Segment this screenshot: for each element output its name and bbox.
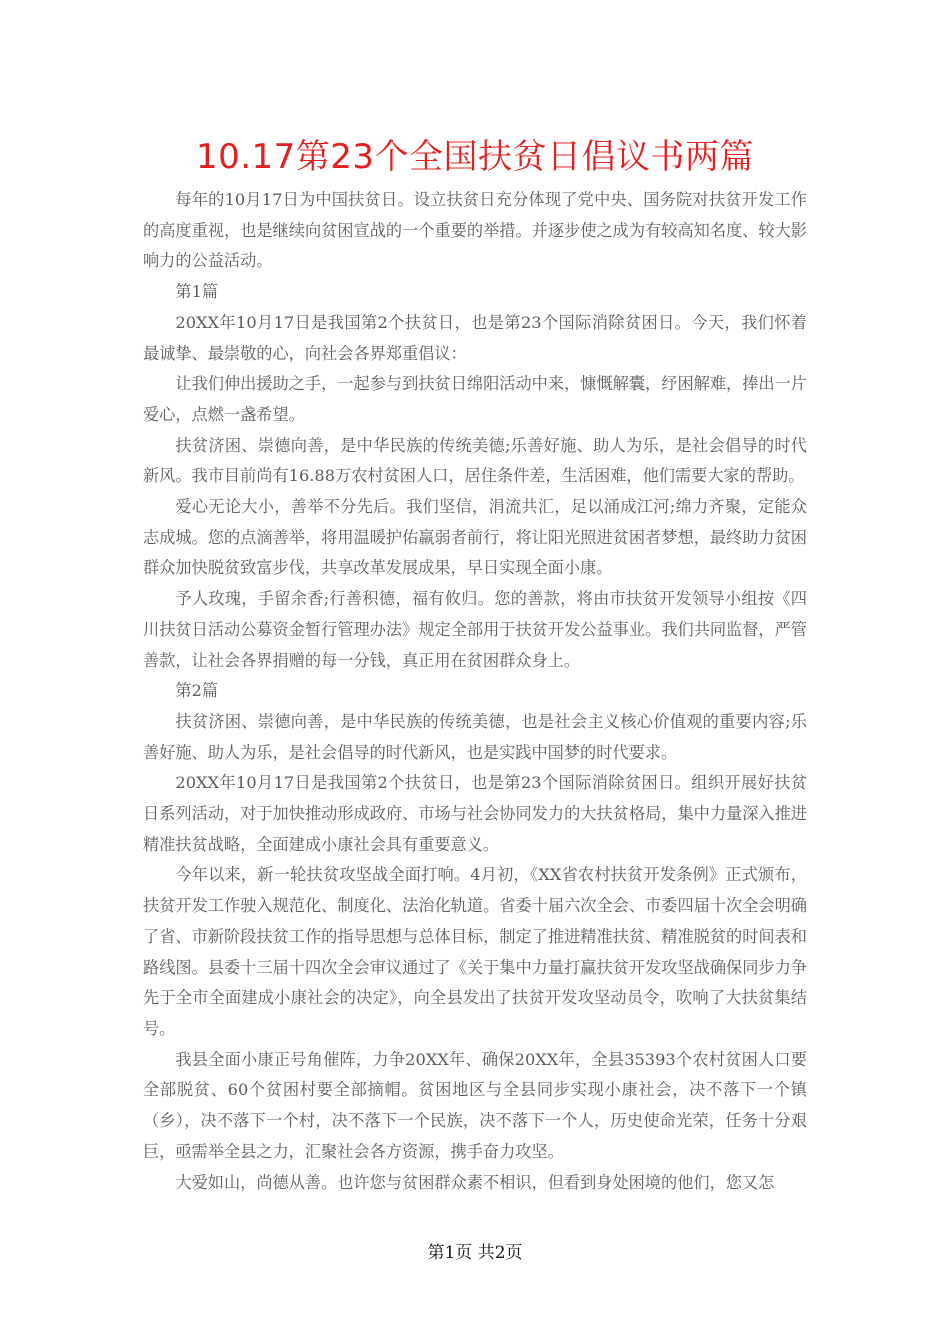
body-paragraph: 予人玫瑰，手留余香;行善积德，福有攸归。您的善款，将由市扶贫开发领导小组按《四川扶贫日活动公募资金暂行管理办法》规定全部用于扶贫开发公益事业。我们共同监督，严管善款，让社会各界捐赠的每一分钱，真正用在贫困群众身上。 [143, 589, 807, 670]
section-heading-part-2: 第2篇 [175, 681, 219, 701]
body-paragraph: 20XX年10月17日是我国第2个扶贫日，也是第23个国际消除贫困日。组织开展好扶贫日系列活动，对于加快推动形成政府、市场与社会协同发力的大扶贫格局，集中力量深入推进精准扶贫战略，全面建成小康社会具有重要意义。 [143, 773, 807, 854]
body-paragraph: 爱心无论大小，善举不分先后。我们坚信，涓流共汇，足以涌成江河;绵力齐聚，定能众志成城。您的点滴善举，将用温暖护佑羸弱者前行，将让阳光照进贫困者梦想，最终助力贫困群众加快脱贫致富步伐，共享改革发展成果，早日实现全面小康。 [143, 497, 807, 578]
section-heading-part-1: 第1篇 [175, 282, 219, 302]
page-number-footer: 第1页 共2页 [427, 1243, 523, 1263]
document-body [143, 185, 807, 1198]
body-paragraph: 我县全面小康正号角催阵，力争20XX年、确保20XX年，全县35393个农村贫困人口要全部脱贫、60个贫困村要全部摘帽。贫困地区与全县同步实现小康社会，决不落下一个镇（乡），决不落下一个村，决不落下一个民族，决不落下一个人，历史使命光荣，任务十分艰巨，亟需举全县之力，汇聚社会各方资源，携手奋力攻坚。 [143, 1049, 807, 1161]
body-paragraph: 20XX年10月17日是我国第2个扶贫日，也是第23个国际消除贫困日。今天，我们怀着最诚挚、最崇敬的心，向社会各界郑重倡议： [143, 312, 807, 363]
body-paragraph: 扶贫济困、崇德向善，是中华民族的传统美德，也是社会主义核心价值观的重要内容;乐善好施、助人为乐，是社会倡导的时代新风，也是实践中国梦的时代要求。 [143, 711, 807, 762]
body-paragraph-continued: 大爱如山，尚德从善。也许您与贫困群众素不相识，但看到身处困境的他们，您又怎 [175, 1172, 775, 1192]
body-paragraph: 今年以来，新一轮扶贫攻坚战全面打响。4月初，《XX省农村扶贫开发条例》正式颁布，扶贫开发工作驶入规范化、制度化、法治化轨道。省委十届六次全会、市委四届十次全会明确了省、市新阶段扶贫工作的指导思想与总体目标，制定了推进精准扶贫、精准脱贫的时间表和路线图。县委十三届十四次全会审议通过了《关于集中力量打赢扶贫开发攻坚战确保同步力争先于全市全面建成小康社会的决定》，向全县发出了扶贫开发攻坚动员令，吹响了大扶贫集结号。 [143, 865, 807, 1038]
intro-paragraph: 每年的10月17日为中国扶贫日。设立扶贫日充分体现了党中央、国务院对扶贫开发工作的高度重视，也是继续向贫困宣战的一个重要的举措。并逐步使之成为有较高知名度、较大影响力的公益活动。 [143, 190, 807, 271]
body-paragraph: 扶贫济困、崇德向善，是中华民族的传统美德;乐善好施、助人为乐，是社会倡导的时代新风。我市目前尚有16.88万农村贫困人口，居住条件差，生活困难，他们需要大家的帮助。 [143, 435, 807, 486]
document-title: 10.17第23个全国扶贫日倡议书两篇 [195, 137, 755, 177]
body-paragraph: 让我们伸出援助之手，一起参与到扶贫日绵阳活动中来，慷慨解囊，纾困解难，捧出一片爱心，点燃一盏希望。 [143, 374, 807, 424]
